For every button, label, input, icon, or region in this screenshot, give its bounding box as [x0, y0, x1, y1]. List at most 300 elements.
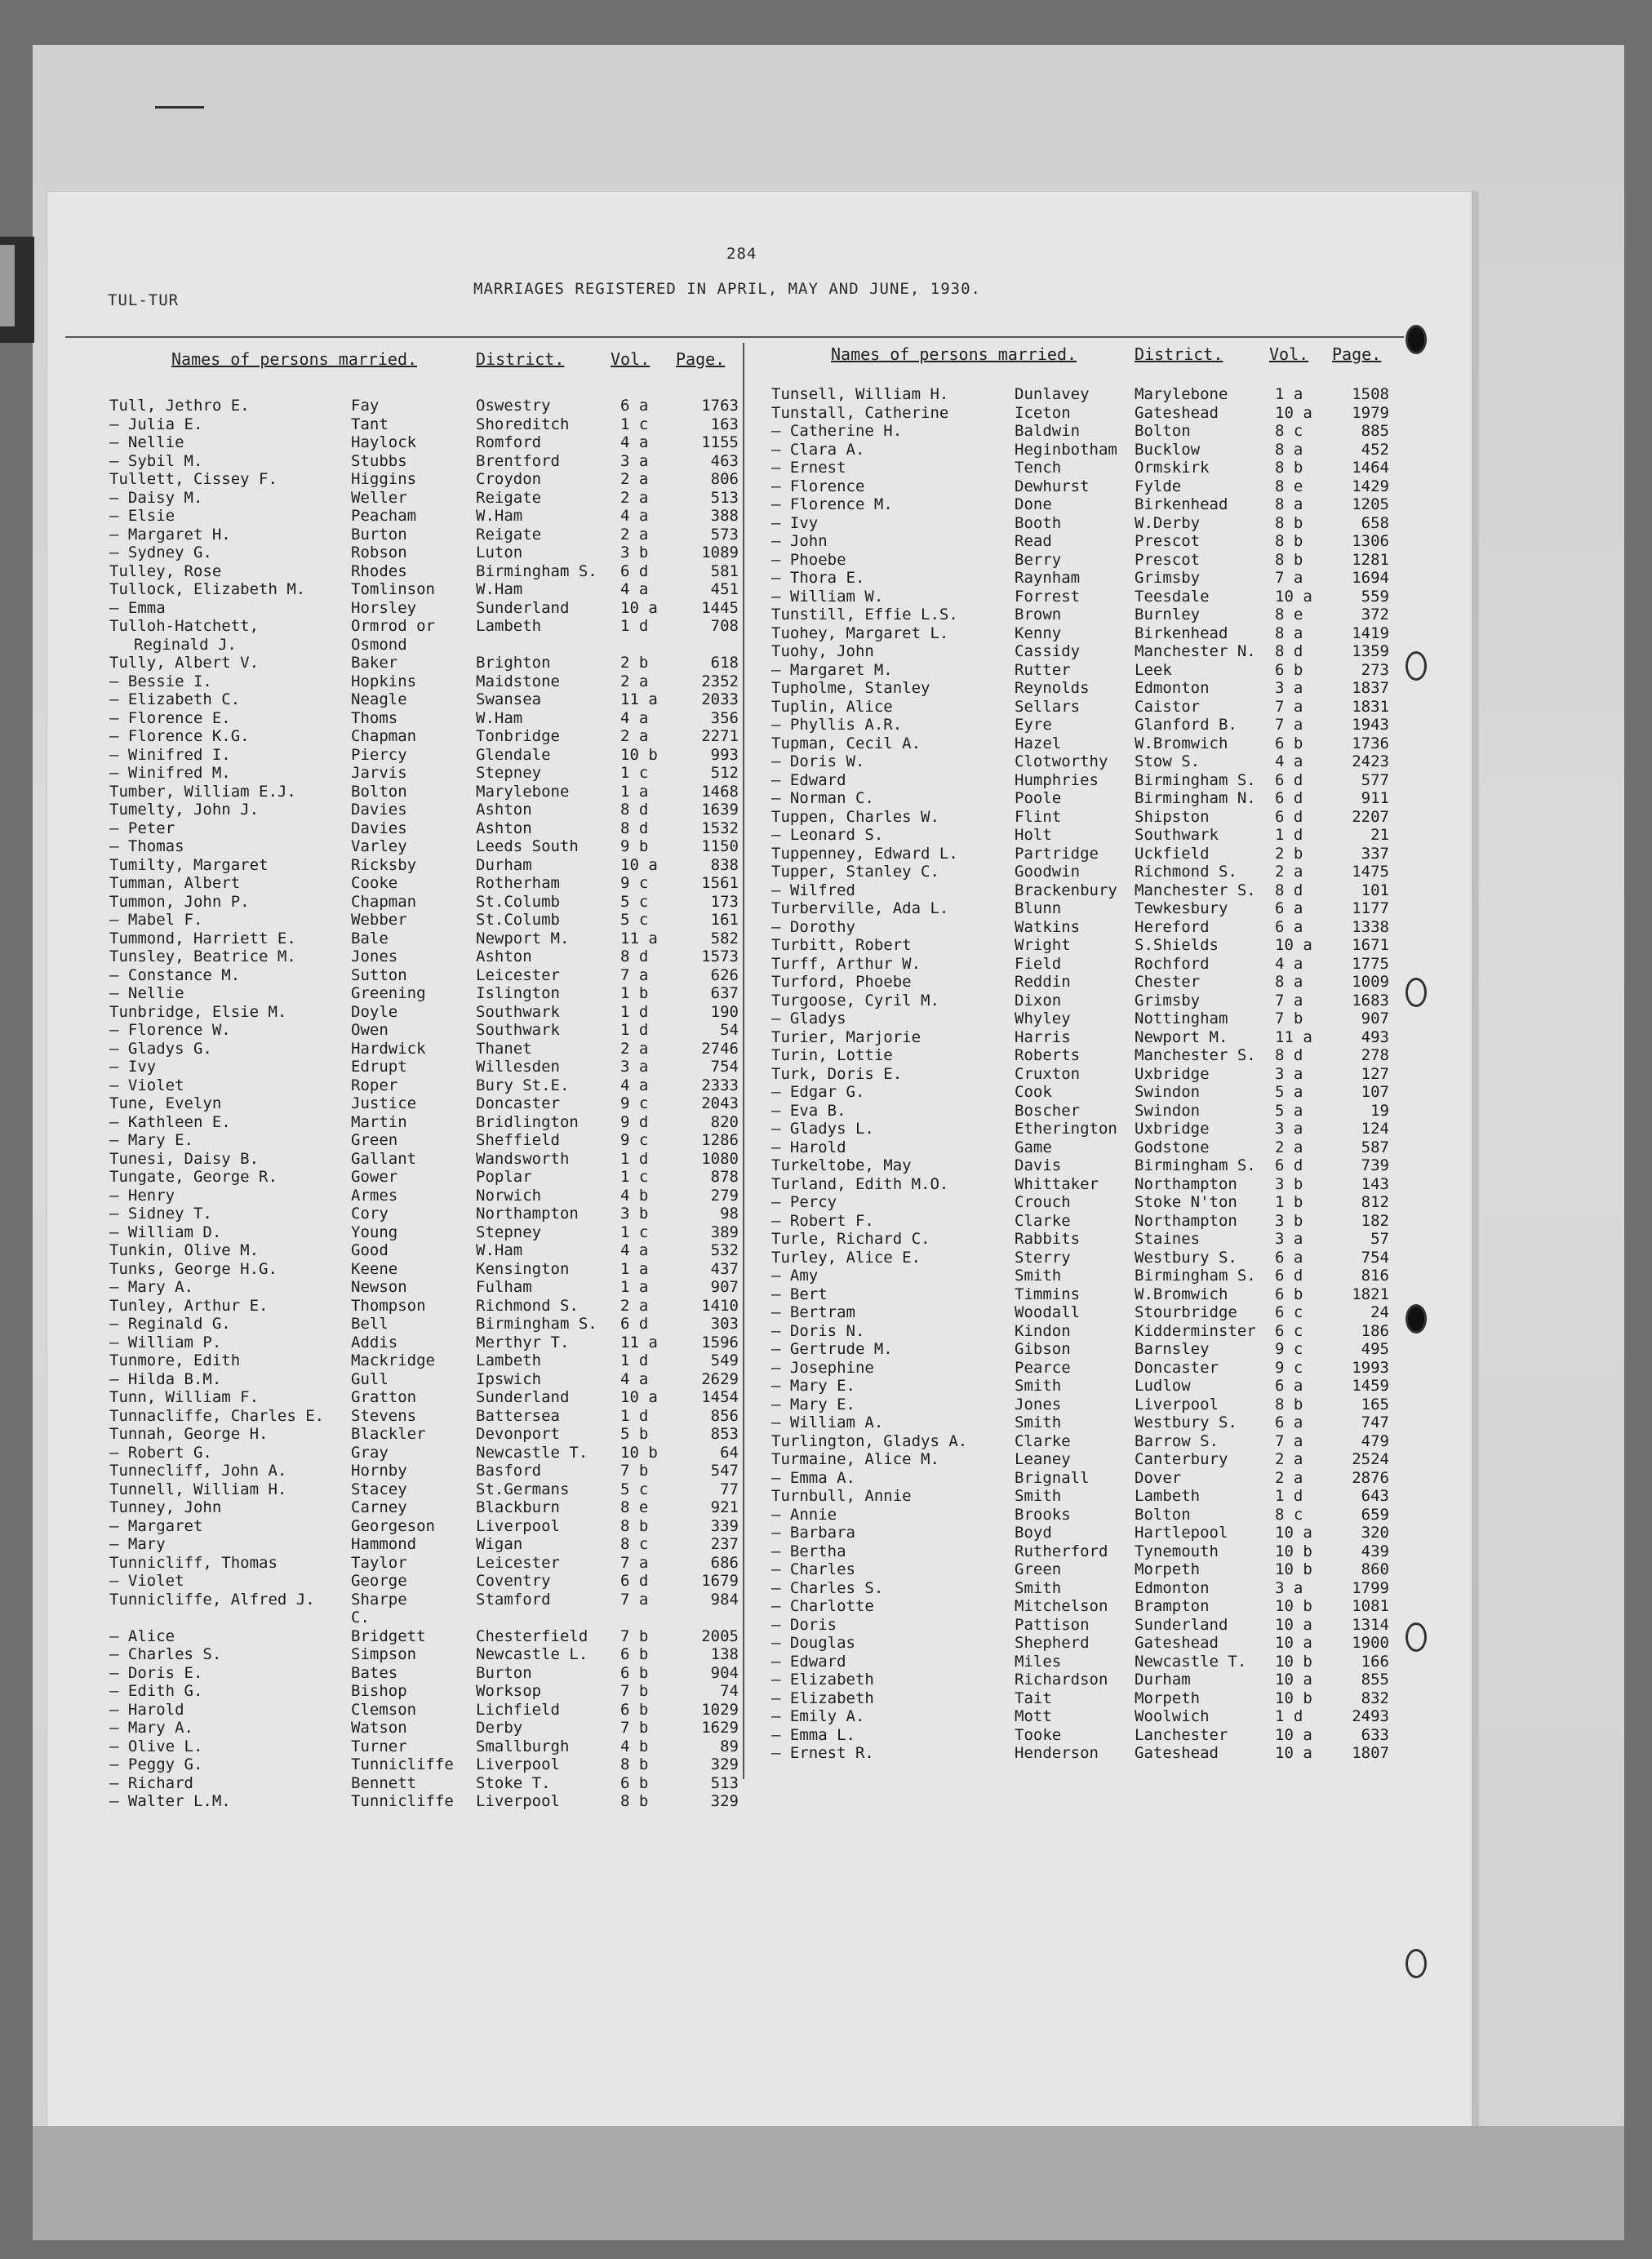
entry-volume: 2 a: [1275, 863, 1303, 881]
entry-volume: 3 a: [620, 1058, 649, 1076]
entry-page: 2271: [701, 727, 739, 745]
entry-spouse-surname: Watkins: [1015, 917, 1081, 936]
entry-name: — Reginald G.: [109, 1315, 231, 1333]
entry-name: — Sybil M.: [109, 451, 203, 470]
entry-volume: 2 a: [620, 525, 649, 544]
entry-volume: 8 c: [1275, 422, 1303, 440]
table-row: [0, 899, 1404, 918]
entry-volume: 2 a: [1275, 1138, 1303, 1156]
entry-district: Manchester S.: [1135, 1046, 1256, 1064]
entry-district: Grimsby: [1135, 991, 1201, 1010]
entry-volume: 3 a: [1275, 1064, 1303, 1083]
entry-spouse-surname: Robson: [351, 544, 407, 561]
entry-name: — Elizabeth: [771, 1671, 874, 1689]
entry-name: Tunnicliffe, Alfred J.: [109, 1590, 315, 1609]
entry-volume: 4 b: [620, 1737, 649, 1755]
entry-name: — Doris: [771, 1615, 837, 1634]
entry-volume: 6 d: [620, 1315, 649, 1333]
table-row: [0, 1322, 1404, 1341]
entry-spouse-surname: Brooks: [1015, 1505, 1071, 1524]
entry-spouse-surname: Stubbs: [351, 451, 407, 470]
entry-volume: 2 a: [620, 672, 649, 690]
entry-volume: 8 d: [1275, 1046, 1303, 1064]
entry-name: — Charles S.: [109, 1645, 222, 1663]
entry-page: 1943: [1352, 716, 1389, 734]
entry-district: Poplar: [476, 1168, 532, 1186]
table-row: [0, 1175, 1404, 1194]
entry-page: 820: [710, 1112, 739, 1131]
entry-spouse-surname: Eyre: [1015, 716, 1052, 734]
entry-name: — Julia E.: [109, 415, 203, 433]
entry-volume: 8 b: [1275, 1395, 1303, 1414]
entry-page: 513: [710, 488, 739, 507]
entry-volume: 1 c: [620, 764, 649, 782]
entry-volume: 6 b: [620, 1645, 649, 1663]
col-page-header: Page.: [676, 349, 726, 369]
entry-district: Gateshead: [1135, 1634, 1219, 1652]
entry-name: — Walter L.M.: [109, 1792, 231, 1810]
table-row: [0, 1396, 1404, 1414]
entry-volume: 6 c: [1275, 1321, 1303, 1340]
entry-name: — Elizabeth: [771, 1689, 874, 1707]
entry-page: 77: [720, 1480, 739, 1498]
table-row: [0, 679, 1404, 698]
entry-district: Brampton: [1135, 1597, 1210, 1615]
entry-volume: 4 a: [620, 1076, 649, 1094]
entry-name: — Gladys L.: [771, 1120, 874, 1138]
entry-district: Lambeth: [476, 617, 542, 635]
entry-spouse-surname: Whittaker: [1015, 1174, 1099, 1193]
entry-volume: 8 b: [1275, 459, 1303, 477]
entry-name: Tungate, George R.: [109, 1168, 278, 1186]
entry-volume: 8 b: [1275, 550, 1303, 569]
entry-spouse-surname: Berry: [1015, 550, 1062, 569]
entry-page: 138: [710, 1645, 739, 1663]
table-row: [0, 1616, 1404, 1635]
entry-page: 626: [710, 965, 739, 984]
entry-page: 190: [710, 1002, 739, 1021]
entry-volume: 6 b: [1275, 1285, 1303, 1303]
entry-page: 1009: [1352, 973, 1389, 991]
entry-volume: 1 b: [1275, 1193, 1303, 1211]
entry-name: Tunley, Arthur E.: [109, 1296, 269, 1315]
entry-page: 577: [1361, 770, 1389, 789]
table-row: [0, 661, 1404, 680]
entry-spouse-surname: Wright: [1015, 936, 1071, 954]
entry-spouse-surname: Cook: [1015, 1083, 1052, 1101]
entry-district: Kidderminster: [1135, 1321, 1256, 1340]
entry-page: 273: [1361, 660, 1389, 679]
entry-name: — Phyllis A.R.: [771, 716, 903, 734]
entry-name: Turford, Phoebe: [771, 973, 912, 991]
entry-volume: 3 a: [1275, 679, 1303, 697]
entry-spouse-surname: Tant: [351, 415, 389, 433]
entry-name: Tunnecliff, John A.: [109, 1462, 287, 1480]
entry-name: Tummond, Harriett E.: [109, 929, 296, 948]
entry-spouse-surname: Varley: [351, 837, 407, 855]
entry-spouse-surname: Ormrod or: [351, 617, 435, 635]
entry-name: — Ernest: [771, 459, 846, 477]
entry-name: Tummon, John P.: [109, 892, 250, 911]
entry-district: Southwark: [476, 1002, 560, 1021]
index-range: TUL-TUR: [108, 291, 180, 309]
entry-district: Marylebone: [1135, 385, 1228, 403]
entry-volume: 1 c: [620, 1168, 649, 1186]
entry-page: 495: [1361, 1340, 1389, 1358]
table-row: [0, 551, 1404, 570]
entry-spouse-surname: Richardson: [1015, 1671, 1108, 1689]
entry-page: 1775: [1352, 954, 1389, 973]
entry-district: Shipston: [1135, 807, 1210, 826]
table-row: [0, 735, 1404, 753]
entry-spouse-surname: Gallant: [351, 1149, 417, 1168]
entry-page: 356: [710, 708, 739, 727]
entry-name: — Robert F.: [771, 1211, 874, 1230]
entry-page: 812: [1361, 1193, 1389, 1211]
entry-volume: 1 c: [620, 1223, 649, 1241]
entry-name: — Norman C.: [771, 789, 874, 807]
entry-page: 163: [710, 415, 739, 433]
entry-volume: 6 d: [1275, 1156, 1303, 1174]
entry-name: Reginald J.: [134, 635, 237, 654]
entry-volume: 6 b: [620, 1663, 649, 1682]
entry-name: — Florence K.G.: [109, 727, 250, 745]
entry-spouse-surname: Tench: [1015, 459, 1062, 477]
entry-spouse-surname: Mott: [1015, 1707, 1052, 1725]
table-row: [0, 514, 1404, 533]
table-row: [0, 1671, 1404, 1689]
entry-volume: 2 a: [620, 1039, 649, 1058]
entry-page: 581: [710, 561, 739, 580]
entry-district: Swindon: [1135, 1083, 1201, 1101]
entry-district: Marylebone: [476, 782, 570, 801]
table-row: [0, 1726, 1404, 1745]
entry-page: 2043: [701, 1094, 739, 1112]
entry-name: — William W.: [771, 587, 884, 606]
entry-spouse-surname: Goodwin: [1015, 863, 1081, 881]
entry-volume: 10 b: [1275, 1689, 1312, 1707]
entry-page: 1736: [1352, 734, 1389, 752]
punch-hole-icon: [1406, 651, 1427, 681]
entry-name: Turlington, Gladys A.: [771, 1431, 968, 1450]
entry-volume: 4 b: [620, 1186, 649, 1205]
table-row: [0, 845, 1404, 863]
entry-spouse-surname: Hazel: [1015, 734, 1062, 752]
entry-page: 513: [710, 1773, 739, 1792]
entry-page: 1671: [1352, 936, 1389, 954]
entry-name: — Kathleen E.: [109, 1112, 231, 1131]
entry-name: — Mabel F.: [109, 911, 203, 929]
entry-spouse-surname: Armes: [351, 1186, 398, 1205]
entry-district: Godstone: [1135, 1138, 1210, 1156]
entry-spouse-surname: Gray: [351, 1443, 389, 1462]
entry-spouse-surname: Smith: [1015, 1377, 1062, 1395]
table-row: [0, 1138, 1404, 1157]
entry-spouse-surname: Turner: [351, 1737, 407, 1755]
entry-spouse-surname: Haylock: [351, 433, 417, 451]
entry-district: W.Ham: [476, 507, 523, 525]
entry-spouse-surname: Davies: [351, 801, 407, 819]
col-vol-header: Vol.: [1269, 344, 1309, 364]
entry-volume: 2 a: [1275, 1468, 1303, 1487]
entry-volume: 2 b: [620, 654, 649, 672]
entry-page: 582: [710, 929, 739, 948]
entry-name: — Doris W.: [771, 752, 865, 770]
entry-name: — Peggy G.: [109, 1755, 203, 1773]
entry-page: 64: [720, 1443, 739, 1462]
entry-volume: 6 a: [1275, 917, 1303, 936]
entry-volume: 10 a: [1275, 1615, 1312, 1634]
entry-spouse-surname: Carney: [351, 1498, 407, 1516]
entry-volume: 8 d: [1275, 642, 1303, 660]
table-row: [0, 1065, 1404, 1084]
entry-page: 1281: [1352, 550, 1389, 569]
table-row: [0, 642, 1404, 661]
entry-volume: 3 b: [620, 1205, 649, 1223]
entry-volume: 3 a: [620, 451, 649, 470]
entry-name: — Percy: [771, 1193, 837, 1211]
table-row: [0, 955, 1404, 974]
entry-page: 856: [710, 1406, 739, 1425]
entry-spouse-surname: Mitchelson: [1015, 1597, 1108, 1615]
entry-district: Devonport: [476, 1425, 560, 1443]
entry-district: Glanford B.: [1135, 716, 1237, 734]
table-row: [0, 973, 1404, 992]
entry-district: Kensington: [476, 1259, 570, 1278]
entry-page: 573: [710, 525, 739, 544]
entry-page: 320: [1361, 1524, 1389, 1542]
entry-volume: 4 a: [1275, 954, 1303, 973]
entry-spouse-surname: Piercy: [351, 745, 407, 764]
entry-page: 549: [710, 1351, 739, 1369]
entry-district: Islington: [476, 984, 560, 1002]
entry-name: — Emma A.: [771, 1468, 855, 1487]
entry-district: Oswestry: [476, 397, 551, 415]
entry-name: — Bertha: [771, 1542, 846, 1560]
entry-district: Stoke N'ton: [1135, 1193, 1237, 1211]
entry-district: Prescot: [1135, 532, 1201, 550]
entry-name: Tumman, Albert: [109, 874, 241, 892]
entry-name: Tunsell, William H.: [771, 385, 949, 403]
entry-spouse-surname: Tait: [1015, 1689, 1052, 1707]
entry-name: Tullock, Elizabeth M.: [109, 580, 306, 598]
entry-spouse-surname: Newson: [351, 1278, 407, 1296]
page-number: 284: [726, 245, 757, 263]
entry-spouse-surname: Watson: [351, 1719, 407, 1737]
entry-spouse-surname: Kindon: [1015, 1321, 1071, 1340]
entry-name: — Hilda B.M.: [109, 1369, 222, 1388]
entry-name: — Mary A.: [109, 1278, 193, 1296]
entry-name: Tully, Albert V.: [109, 654, 260, 672]
entry-volume: 1 d: [620, 1021, 649, 1039]
entry-name: — Barbara: [771, 1524, 855, 1542]
entry-spouse-surname: Done: [1015, 495, 1052, 513]
entry-volume: 1 d: [1275, 826, 1303, 844]
entry-district: Reigate: [476, 525, 542, 544]
entry-page: 124: [1361, 1120, 1389, 1138]
table-row: [0, 624, 1404, 643]
entry-name: Turff, Arthur W.: [771, 954, 921, 973]
entry-district: Canterbury: [1135, 1450, 1228, 1468]
entry-volume: 5 a: [1275, 1101, 1303, 1120]
entry-page: 1155: [701, 433, 739, 451]
entry-district: Burton: [476, 1663, 532, 1682]
entry-district: Newport M.: [476, 929, 570, 948]
entry-spouse-surname: Young: [351, 1223, 398, 1241]
entry-volume: 6 b: [620, 1773, 649, 1792]
entry-page: 547: [710, 1462, 739, 1480]
entry-name: — Margaret: [109, 1516, 203, 1535]
entry-district: Prescot: [1135, 550, 1201, 569]
table-row: [0, 1414, 1404, 1432]
entry-district: Sheffield: [476, 1131, 560, 1149]
entry-volume: 4 a: [1275, 752, 1303, 770]
entry-name: Turland, Edith M.O.: [771, 1174, 949, 1193]
entry-spouse-surname: Dixon: [1015, 991, 1062, 1010]
entry-name: Tunnacliffe, Charles E.: [109, 1406, 325, 1425]
entry-name: Tunbridge, Elsie M.: [109, 1002, 287, 1021]
entry-page: 921: [710, 1498, 739, 1516]
entry-page: 173: [710, 892, 739, 911]
entry-name: — Douglas: [771, 1634, 855, 1652]
entry-page: 339: [710, 1516, 739, 1535]
entry-volume: 5 c: [620, 1480, 649, 1498]
entry-spouse-surname: Sterry: [1015, 1248, 1071, 1267]
entry-volume: 10 a: [1275, 403, 1312, 422]
entry-volume: 2 a: [1275, 1450, 1303, 1468]
entry-name: — Nellie: [109, 984, 184, 1002]
entry-district: Stourbridge: [1135, 1303, 1237, 1321]
entry-page: 885: [1361, 422, 1389, 440]
entry-district: Leicester: [476, 965, 560, 984]
entry-page: 24: [1370, 1303, 1389, 1321]
entry-district: Westbury S.: [1135, 1414, 1237, 1431]
table-row: [0, 1506, 1404, 1524]
entry-name: Tunstall, Catherine: [771, 403, 949, 422]
entry-page: 98: [720, 1205, 739, 1223]
entry-page: 1639: [701, 801, 739, 819]
entry-district: Liverpool: [476, 1792, 560, 1810]
table-row: [0, 1230, 1404, 1249]
entry-district: W.Derby: [1135, 513, 1201, 532]
entry-volume: 3 a: [1275, 1578, 1303, 1597]
entry-spouse-surname: Brignall: [1015, 1468, 1090, 1487]
entry-spouse-surname: Forrest: [1015, 587, 1081, 606]
entry-volume: 2 a: [620, 727, 649, 745]
entry-district: Bolton: [1135, 422, 1191, 440]
entry-page: 329: [710, 1792, 739, 1810]
punch-hole-icon: [1406, 1304, 1427, 1334]
entry-volume: 1 c: [620, 415, 649, 433]
entry-name: — Thomas: [109, 837, 184, 855]
entry-volume: 4 a: [620, 507, 649, 525]
entry-spouse-surname: Clotworthy: [1015, 752, 1108, 770]
entry-volume: 1 d: [1275, 1707, 1303, 1725]
entry-page: 1459: [1352, 1377, 1389, 1395]
table-row: [0, 1524, 1404, 1542]
film-dash-mark: [155, 106, 204, 109]
entry-volume: 10 b: [620, 1443, 658, 1462]
entry-name: — Annie: [771, 1505, 837, 1524]
entry-page: 2033: [701, 690, 739, 708]
entry-name: Turkeltobe, May: [771, 1156, 912, 1174]
entry-name: — Richard: [109, 1773, 193, 1792]
entry-volume: 6 d: [620, 1572, 649, 1590]
table-row: [0, 1120, 1404, 1138]
entry-page: 643: [1361, 1487, 1389, 1505]
entry-spouse-surname: Cooke: [351, 874, 398, 892]
entry-district: Northampton: [1135, 1174, 1237, 1193]
entry-district: Stamford: [476, 1590, 551, 1609]
entry-name: — Bessie I.: [109, 672, 212, 690]
entry-name: — Emily A.: [771, 1707, 865, 1725]
entry-spouse-surname: Sellars: [1015, 697, 1081, 716]
entry-volume: 8 a: [1275, 624, 1303, 642]
entry-name: Tumber, William E.J.: [109, 782, 296, 801]
entry-spouse-surname: Poole: [1015, 789, 1062, 807]
entry-page: 1807: [1352, 1744, 1389, 1762]
entry-page: 832: [1361, 1689, 1389, 1707]
entry-spouse-surname: Pattison: [1015, 1615, 1090, 1634]
entry-volume: 8 e: [620, 1498, 649, 1516]
entry-district: Edmonton: [1135, 1578, 1210, 1597]
entry-district: Birmingham S.: [1135, 1267, 1256, 1285]
entry-spouse-surname: Dewhurst: [1015, 477, 1090, 495]
entry-page: 127: [1361, 1064, 1389, 1083]
entry-page: 747: [1361, 1414, 1389, 1431]
entry-page: 493: [1361, 1027, 1389, 1046]
entry-page: 1081: [1352, 1597, 1389, 1615]
entry-spouse-surname: Roper: [351, 1076, 398, 1094]
table-row: [0, 1689, 1404, 1708]
table-row: [0, 588, 1404, 606]
entry-spouse-surname: George: [351, 1572, 407, 1590]
entry-district: Ormskirk: [1135, 459, 1210, 477]
entry-district: Thanet: [476, 1039, 532, 1058]
entry-spouse-surname: Chapman: [351, 892, 417, 911]
entry-spouse-surname: Flint: [1015, 807, 1062, 826]
entry-name: — William P.: [109, 1333, 222, 1351]
table-row: [0, 1377, 1404, 1396]
entry-district: S.Shields: [1135, 936, 1219, 954]
entry-name: Tunsley, Beatrice M.: [109, 948, 296, 965]
entry-district: W.Ham: [476, 708, 523, 727]
entry-district: Manchester S.: [1135, 881, 1256, 899]
entry-district: St.Germans: [476, 1480, 570, 1498]
entry-district: Lichfield: [476, 1700, 560, 1719]
entry-page: 1763: [701, 397, 739, 415]
entry-district: Nottingham: [1135, 1010, 1228, 1027]
entry-volume: 9 c: [620, 1094, 649, 1112]
punch-hole-icon: [1406, 1949, 1427, 1978]
entry-district: Birmingham S.: [1135, 770, 1256, 789]
entry-page: 1177: [1352, 899, 1389, 917]
entry-page: 1080: [701, 1149, 739, 1168]
table-row: [0, 1579, 1404, 1598]
entry-volume: 6 d: [1275, 789, 1303, 807]
entry-volume: 7 a: [620, 1553, 649, 1572]
entry-page: 1629: [701, 1719, 739, 1737]
entry-district: Derby: [476, 1719, 523, 1737]
entry-name: — Mary E.: [109, 1131, 193, 1149]
punch-hole-icon: [1406, 325, 1427, 354]
entry-spouse-surname: Chapman: [351, 727, 417, 745]
entry-name: — Mary: [109, 1535, 166, 1553]
entry-spouse-surname: Gower: [351, 1168, 398, 1186]
entry-district: Brentford: [476, 451, 560, 470]
entry-district: Richmond S.: [476, 1296, 579, 1315]
entry-name: Tunmore, Edith: [109, 1351, 241, 1369]
